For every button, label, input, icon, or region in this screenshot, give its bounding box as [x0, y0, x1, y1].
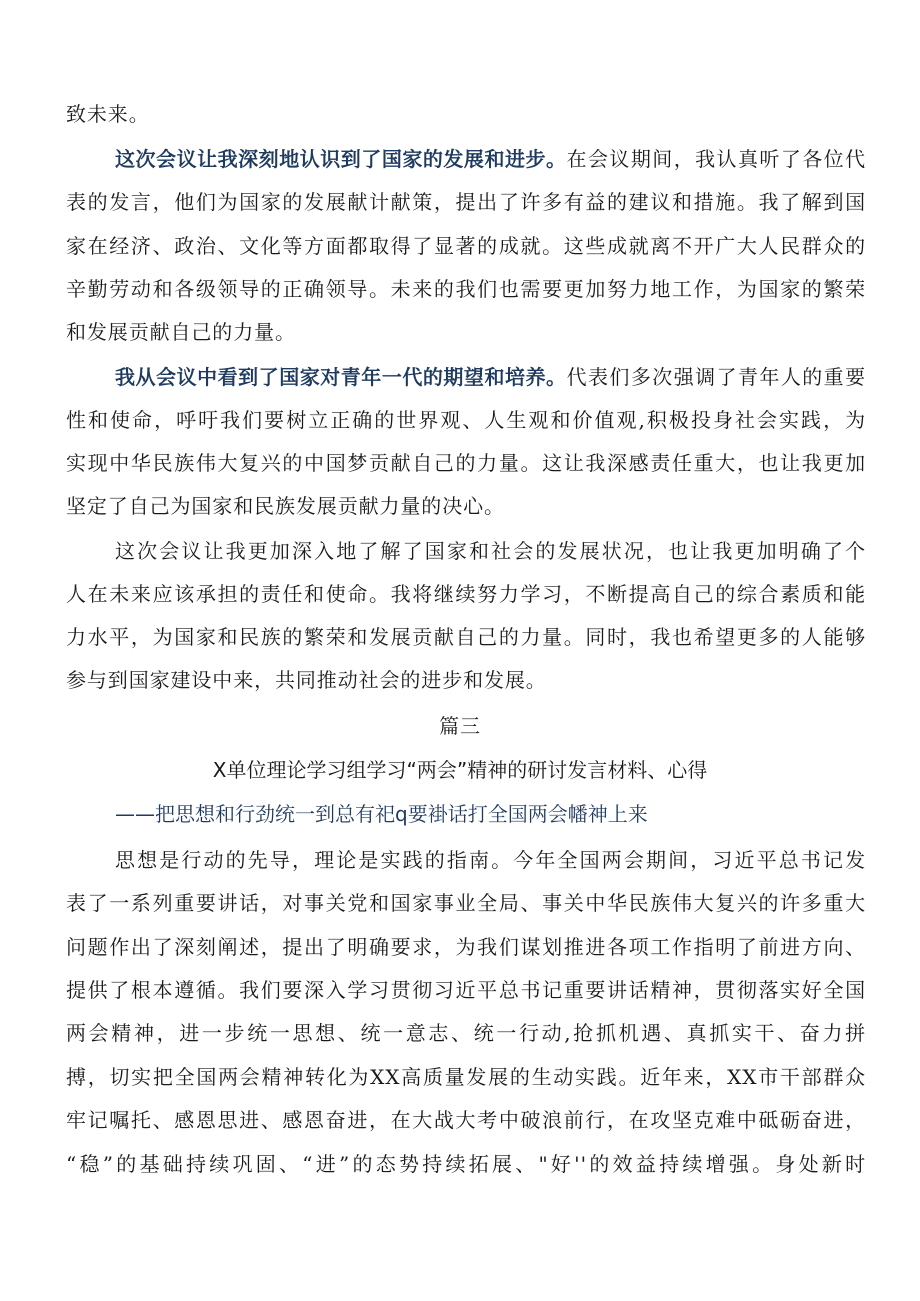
paragraph-line: 人在未来应该承担的责任和使命。我将继续努力学习，不断提高自己的综合素质和能 — [66, 582, 866, 606]
paragraph-line: 性和使命，呼吁我们要树立正确的世界观、人生观和价值观,积极投身社会实践，为 — [66, 408, 866, 432]
section-subtitle: ——把思想和行劲统一到总有祀q要褂话打全国两会幡神上来 — [115, 802, 648, 826]
section-title: X单位理论学习组学习“两会”精神的研讨发言材料、心得 — [212, 758, 708, 782]
paragraph-line: 和发展贡献自己的力量。 — [66, 320, 296, 344]
paragraph-line: 家在经济、政治、文化等方面都取得了显著的成就。这些成就离不开广大人民群众的 — [66, 234, 866, 258]
paragraph-line: 参与到国家建设中来，共同推动社会的进步和发展。 — [66, 668, 547, 692]
paragraph-line: 这次会议让我更加深入地了解了国家和社会的发展状况，也让我更加明确了个 — [115, 539, 866, 563]
paragraph-text: 在会议期间，我认真听了各位代 — [566, 147, 866, 171]
paragraph-line: 提供了根本遵循。我们要深入学习贯彻习近平总书记重要讲话精神，贯彻落实好全国 — [66, 978, 866, 1002]
paragraph-line: 致未来。 — [66, 102, 150, 126]
paragraph-text: 代表们多次强调了青年人的重要 — [566, 365, 866, 389]
paragraph-line: 问题作出了深刻阐述，提出了明确要求，为我们谋划推进各项工作指明了前进方向、 — [66, 935, 866, 959]
paragraph-line: 坚定了自己为国家和民族发展贡献力量的决心。 — [66, 494, 505, 518]
paragraph-line: “稳”的基础持续巩固、“进”的态势持续拓展、"好''的效益持续增强。身处新时 — [66, 1152, 866, 1176]
paragraph-line: 两会精神，进一步统一思想、统一意志、统一行动,抢抓机遇、真抓实干、奋力拼 — [66, 1021, 866, 1045]
paragraph-first-line — [115, 145, 866, 173]
paragraph-line: 思想是行动的先导，理论是实践的指南。今年全国两会期间，习近平总书记发 — [115, 848, 866, 872]
paragraph-line: 力水平，为国家和民族的繁荣和发展贡献自己的力量。同时，我也希望更多的人能够 — [66, 625, 866, 649]
paragraph-line: 表的发言，他们为国家的发展献计献策，提出了许多有益的建议和措施。我了解到国 — [66, 190, 866, 214]
paragraph-first-line — [115, 363, 866, 391]
paragraph-line: 搏，切实把全国两会精神转化为XX高质量发展的生动实践。近年来，XX市干部群众 — [66, 1065, 866, 1089]
paragraph-line: 实现中华民族伟大复兴的中国梦贡献自己的力量。这让我深感责任重大，也让我更加 — [66, 451, 866, 475]
paragraph-line: 牢记嘱托、感恩思进、感恩奋进，在大战大考中破浪前行，在攻坚克难中砥砺奋进， — [66, 1108, 866, 1132]
section-heading: 篇三 — [439, 714, 481, 738]
paragraph-line: 表了一系列重要讲话，对事关党和国家事业全局、事关中华民族伟大复兴的许多重大 — [66, 891, 866, 915]
paragraph-line: 辛勤劳动和各级领导的正确领导。未来的我们也需要更加努力地工作，为国家的繁荣 — [66, 277, 866, 301]
lead-sentence: 这次会议让我深刻地认识到了国家的发展和进步。 — [115, 147, 567, 171]
lead-sentence: 我从会议中看到了国家对青年一代的期望和培养。 — [115, 365, 567, 389]
